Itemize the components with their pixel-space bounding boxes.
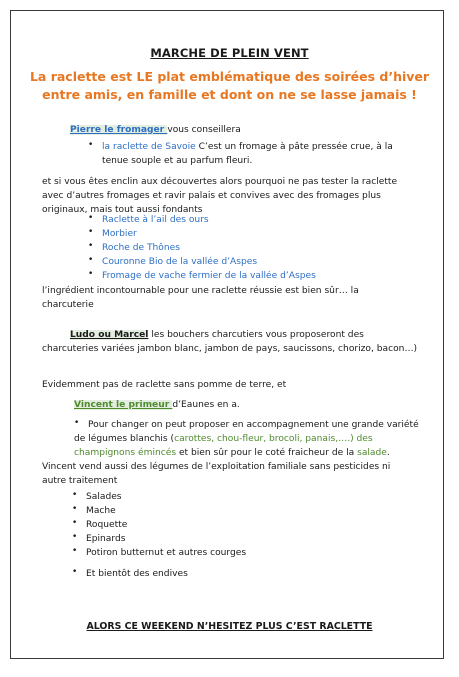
salad: salade (357, 448, 387, 458)
cheese-item: Couronne Bio de la vallée d’Aspes (102, 257, 258, 267)
cheese-item: Morbier (102, 229, 137, 239)
charcuterie-intro-1: l’ingrédient incontournable pour une raclette réussie est bien sûr… la (42, 286, 359, 296)
primeur-name: Vincent le primeur (74, 400, 173, 410)
intro-headline: La raclette est LE plat emblématique des soirées d’hiver entre amis, en famille et dont on ne se lasse jamais ! (29, 69, 430, 102)
butchers-name: Ludo ou Marcel (70, 330, 149, 340)
bullet-icon: • (72, 490, 78, 500)
veggie-item: Salades (86, 492, 122, 502)
potatoes-line: Evidemment pas de raclette sans pomme de terre, et (42, 380, 287, 390)
vincent-paragraph-1: Vincent vend aussi des légumes de l’exploitation familiale sans pesticides ni (42, 462, 391, 472)
bullet-icon: • (88, 255, 94, 265)
veggie-item: Potiron butternut et autres courges (86, 548, 247, 558)
bullet-icon: • (88, 227, 94, 237)
bullet-icon: • (88, 140, 94, 150)
bullet-icon: • (88, 213, 94, 223)
bullet-icon: • (72, 532, 78, 542)
closing-banner: ALORS CE WEEKEND N’HESITEZ PLUS C’EST RACLETTE (86, 621, 373, 632)
savoie-line-2: tenue souple et au parfum fleuri. (102, 156, 253, 166)
bullet-icon: • (74, 418, 80, 428)
discovery-paragraph-3: originaux, mais tout aussi fondants (42, 205, 203, 215)
savoie-line: la raclette de Savoie C’est un fromage à pâte pressée crue, à la (102, 142, 393, 152)
veggie-item: Epinards (86, 534, 126, 544)
fromager-name: Pierre le fromager (70, 125, 168, 135)
butchers-line-2: charcuteries variées jambon blanc, jambon de pays, saucissons, chorizo, bacon…) (42, 344, 418, 354)
bullet-icon: • (88, 241, 94, 251)
discovery-paragraph-2: avec d’autres fromages et ravir palais et convives avec des fromages plus (42, 191, 381, 201)
primeur-line: Vincent le primeur d’Eaunes en a. (74, 400, 240, 410)
cheese-item: Fromage de vache fermier de la vallée d’Aspes (102, 271, 316, 281)
bullet-icon: • (88, 269, 94, 279)
primeur-bullet-1: Pour changer on peut proposer en accompagnement une grande variété (88, 420, 419, 430)
vincent-paragraph-2: autre traitement (42, 476, 118, 486)
vegetables-list: carottes, chou-fleur, brocoli, panais,….) des (174, 434, 373, 444)
bullet-icon: • (72, 567, 78, 577)
discovery-paragraph-1: et si vous êtes enclin aux découvertes alors pourquoi ne pas tester la raclette (42, 177, 398, 187)
butchers-line-1: Ludo ou Marcel les bouchers charcutiers vous proposeront des (70, 330, 364, 340)
fromager-text: vous conseillera (167, 125, 241, 135)
cheese-item: Raclette à l’ail des ours (102, 215, 209, 225)
fromager-line (70, 123, 241, 137)
mushrooms: champignons émincés (74, 448, 177, 458)
charcuterie-intro-2: charcuterie (42, 300, 94, 310)
bullet-icon: • (72, 504, 78, 514)
veggie-item: Mache (86, 506, 116, 516)
veggie-item: Roquette (86, 520, 128, 530)
endives-soon: Et bientôt des endives (86, 569, 188, 579)
bullet-icon: • (72, 518, 78, 528)
savoie-name: la raclette de Savoie (102, 142, 199, 152)
primeur-bullet-2: de légumes blanchis (carottes, chou-fleur, brocoli, panais,….) des (74, 434, 373, 444)
document-title: MARCHE DE PLEIN VENT (150, 46, 309, 60)
primeur-bullet-3: champignons émincés et bien sûr pour le coté fraicheur de la salade. (74, 448, 390, 458)
bullet-icon: • (72, 546, 78, 556)
cheese-item: Roche de Thônes (102, 243, 180, 253)
